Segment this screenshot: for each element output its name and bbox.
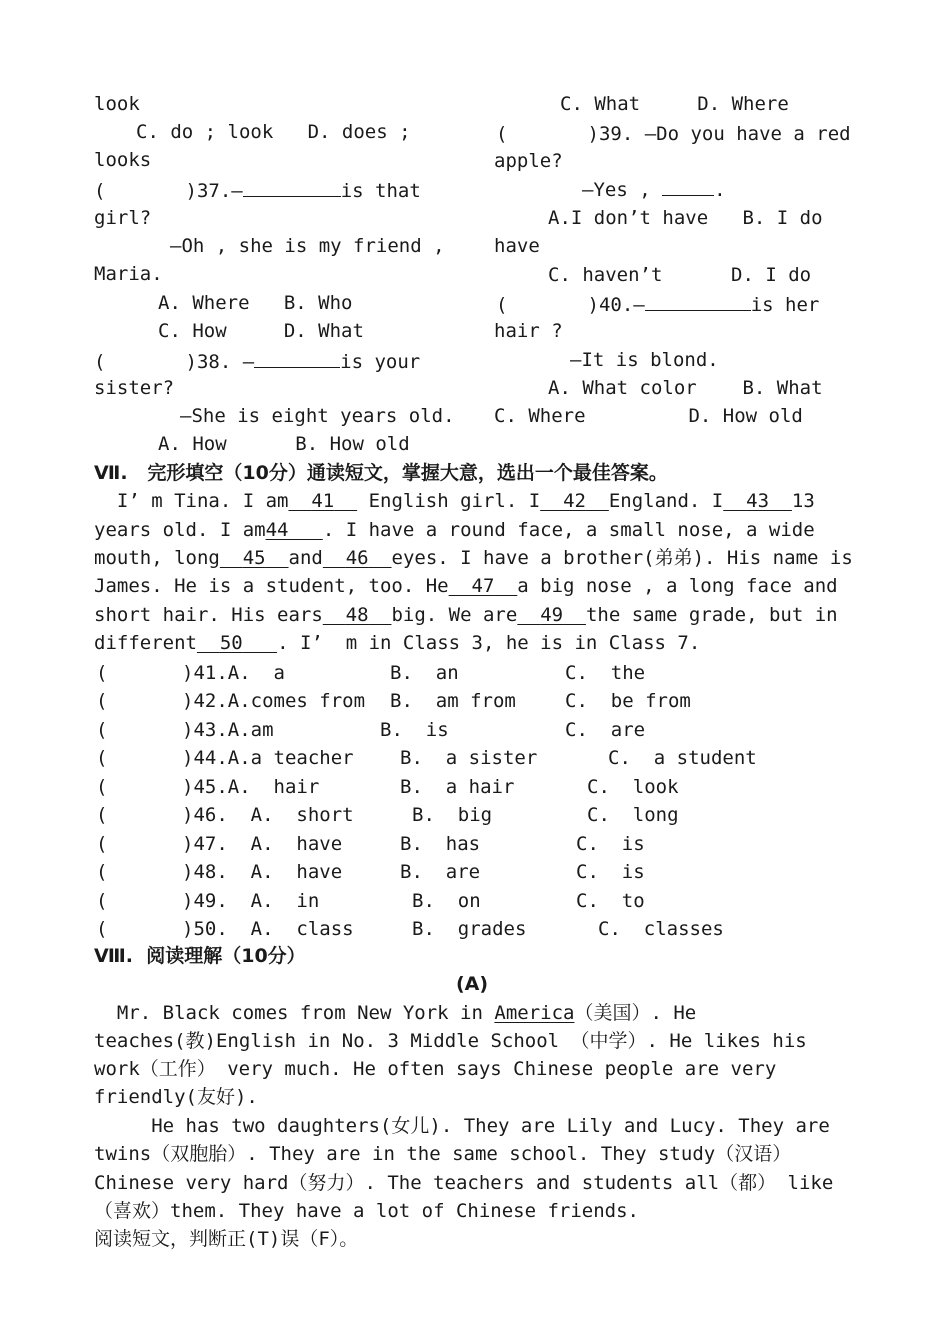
question-text: is her <box>750 294 820 316</box>
option-a: )42.A.comes from <box>182 690 366 712</box>
options-line: A. What color B. What <box>548 377 823 399</box>
question-37: ( )37.— is that <box>94 176 421 205</box>
answer-blank <box>645 290 751 311</box>
options-line: A. How B. How old <box>158 433 410 455</box>
passage-line: teaches(教)English in No. 3 Middle School （中学）. He likes his <box>94 1030 807 1052</box>
question-40: ( )40.— is her <box>496 290 819 319</box>
line: —She is eight years old. <box>180 405 455 427</box>
blank-43: 43 <box>746 490 770 512</box>
passage-line: I’ m Tina. I am 41 English girl. I 42 England. I 43 13 <box>94 490 815 512</box>
options-line: C. do ; look D. does ; <box>136 121 411 143</box>
blank-44: 44 <box>265 519 289 541</box>
underlined-word: America <box>494 1002 575 1024</box>
blank-46: 46 <box>345 547 369 569</box>
section-heading: Ⅷ. 阅读理解（10分） <box>94 945 306 967</box>
option-b: B. has <box>400 833 481 855</box>
option-a: )50. A. class <box>182 918 354 940</box>
option-b: B. is <box>380 719 449 741</box>
blank-45: 45 <box>242 547 266 569</box>
answer-paren: ( <box>96 918 108 940</box>
options-line: C. Where D. How old <box>494 405 803 427</box>
option-b: B. a hair <box>400 776 515 798</box>
answer-paren: ( <box>96 890 108 912</box>
passage-line: James. He is a student, too. He 47 a big nose , a long face and <box>94 575 838 597</box>
passage-line: years old. I am44 . I have a round face, a small nose, a wide <box>94 519 815 541</box>
answer-blank <box>662 175 714 196</box>
question-number: )40.— <box>587 294 645 316</box>
blank-41: 41 <box>311 490 335 512</box>
option-b: B. are <box>400 861 481 883</box>
options-line: C. What D. Where <box>560 93 789 115</box>
question-38: ( )38. — is your <box>94 347 420 376</box>
line: —It is blond. <box>570 349 719 371</box>
line: apple? <box>494 150 563 172</box>
line: —Yes , . <box>582 175 726 204</box>
passage-line: twins（双胞胎）. They are in the same school. They study（汉语） <box>94 1143 792 1165</box>
option-a: )48. A. have <box>182 861 343 883</box>
line: looks <box>94 149 152 171</box>
option-c: C. long <box>587 804 679 826</box>
option-c: C. classes <box>598 918 724 940</box>
option-a: )44.A.a teacher <box>182 747 354 769</box>
line: hair ? <box>494 320 563 342</box>
answer-paren: ( <box>96 690 108 712</box>
answer-blank <box>243 176 341 197</box>
option-c: C. be from <box>565 690 691 712</box>
question-39: ( )39. —Do you have a red <box>496 123 851 145</box>
option-a: )49. A. in <box>182 890 320 912</box>
line: Maria. <box>94 263 163 285</box>
option-b: B. am from <box>390 690 516 712</box>
passage-line: mouth, long 45 and 46 eyes. I have a brother(弟弟). His name is <box>94 547 853 569</box>
option-c: C. is <box>576 861 645 883</box>
option-c: C. a student <box>608 747 757 769</box>
option-b: B. big <box>412 804 493 826</box>
line: have <box>494 235 540 257</box>
blank-47: 47 <box>471 575 495 597</box>
passage-label: (A) <box>456 973 489 995</box>
answer-paren: ( <box>96 719 108 741</box>
blank-42: 42 <box>563 490 586 512</box>
passage-line: Mr. Black comes from New York in America（美国）. He <box>94 1002 697 1024</box>
answer-paren: ( <box>96 804 108 826</box>
options-line: C. How D. What <box>158 320 364 342</box>
answer-paren: ( <box>96 833 108 855</box>
passage-line: short hair. His ears 48 big. We are 49 the same grade, but in <box>94 604 838 626</box>
options-line: A.I don’t have B. I do <box>548 207 823 229</box>
option-a: )47. A. have <box>182 833 343 855</box>
question-number: )37.— <box>185 180 243 202</box>
answer-paren: ( <box>96 776 108 798</box>
passage-line: friendly(友好). <box>94 1086 258 1108</box>
option-c: C. look <box>587 776 679 798</box>
option-b: B. an <box>390 662 459 684</box>
option-c: C. to <box>576 890 645 912</box>
passage-line: work（工作） very much. He often says Chinese people are very <box>94 1058 777 1080</box>
answer-paren: ( <box>96 662 108 684</box>
instruction: 阅读短文，判断正(T)误（F）。 <box>94 1228 359 1250</box>
line: girl? <box>94 207 152 229</box>
options-line: C. haven’t D. I do <box>548 264 812 286</box>
blank-50: 50 <box>219 632 243 654</box>
option-a: )43.A.am <box>182 719 274 741</box>
passage-line: Chinese very hard（努力）. The teachers and students all（都） like <box>94 1172 834 1194</box>
option-b: B. on <box>412 890 481 912</box>
answer-paren: ( <box>96 747 108 769</box>
question-text: is that <box>340 180 421 202</box>
section-heading: Ⅶ. 完形填空（10分）通读短文，掌握大意，选出一个最佳答案。 <box>94 462 668 484</box>
option-b: B. grades <box>412 918 527 940</box>
option-c: C. the <box>565 662 646 684</box>
question-text: is your <box>340 351 421 373</box>
question-text: )39. —Do you have a red <box>587 123 851 145</box>
line: look <box>94 93 140 115</box>
blank-48: 48 <box>345 604 369 626</box>
line: sister? <box>94 377 175 399</box>
passage-line: He has two daughters(女儿). They are Lily and Lucy. They are <box>94 1115 830 1137</box>
answer-paren: ( <box>96 861 108 883</box>
option-a: )41.A. a <box>182 662 285 684</box>
option-a: )45.A. hair <box>182 776 320 798</box>
answer-blank <box>254 347 340 368</box>
option-c: C. is <box>576 833 645 855</box>
options-line: A. Where B. Who <box>158 292 353 314</box>
option-c: C. are <box>565 719 646 741</box>
option-b: B. a sister <box>400 747 538 769</box>
blank-49: 49 <box>540 604 564 626</box>
question-number: )38. — <box>185 351 255 373</box>
passage-line: different 50 . I’ m in Class 3, he is in Class 7. <box>94 632 701 654</box>
passage-line: （喜欢）them. They have a lot of Chinese friends. <box>94 1200 639 1222</box>
line: —Oh , she is my friend , <box>170 235 445 257</box>
option-a: )46. A. short <box>182 804 354 826</box>
